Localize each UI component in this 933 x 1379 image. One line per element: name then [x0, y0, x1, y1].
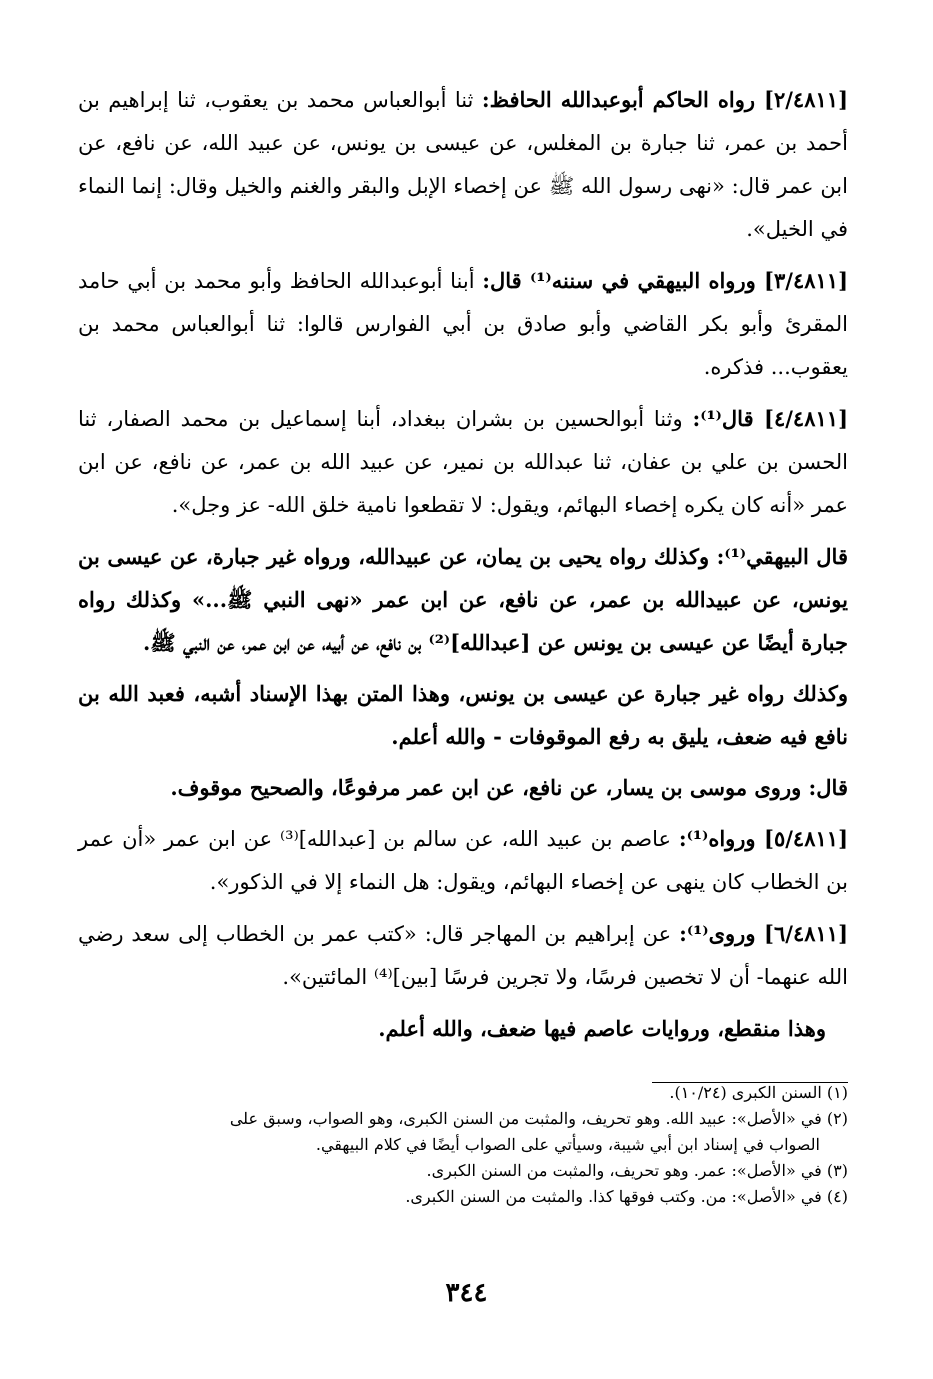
- commentary-paragraph: وكذلك رواه غير جبارة عن عيسى بن يونس، وهذا المتن بهذا الإسناد أشبه، فعبد الله بن نافع فيه ضعف، يليق به رفع الموقوفات - والله أعلم.: [78, 681, 848, 749]
- hadith-lead: [٥/٤٨١١] ورواه⁽¹⁾:: [678, 826, 848, 851]
- hadith-text: عن إبراهيم بن المهاجر قال: «كتب عمر بن الخطاب إلى سعد رضي الله عنهما- أن لا تخصين فرسًا، ولا تجرين فرسًا [بين]⁽⁴⁾ المائتين».: [78, 922, 848, 989]
- hadith-text: ثنا أبوالعباس محمد بن يعقوب، ثنا إبراهيم بن أحمد بن عمر، ثنا جبارة بن المغلس، عن عيسى بن يونس، عن عبيد الله، عن نافع، عن ابن عمر قال: «نهى رسول الله ﷺ عن إخصاء الإبل والبقر والغنم والخيل وقال: إنما النماء في الخيل».: [78, 88, 848, 241]
- hadith-lead: [٢/٤٨١١] رواه الحاكم أبوعبدالله الحافظ:: [481, 87, 848, 112]
- hadith-text: أبنا أبوعبدالله الحافظ وأبو محمد بن أبي حامد المقرئ وأبو بكر القاضي وأبو صادق بن أبي الفوارس قالوا: ثنا أبوالعباس محمد بن يعقوب... فذكره.: [78, 269, 848, 379]
- hadith-5-4811: [78, 817, 848, 904]
- hadith-text: وثنا أبوالحسين بن بشران ببغداد، أبنا إسماعيل بن محمد الصفار، ثنا الحسن بن علي بن عفان، ثنا عبدالله بن نمير، عن عبيد الله بن عمر، عن نافع، عن ابن عمر «أنه كان يكره إخصاء البهائم، ويقول: لا تقطعوا نامية خلق الله- عز وجل».: [78, 407, 848, 517]
- hadith-3-4811: [78, 259, 848, 389]
- hadith-6-4811: [78, 912, 848, 999]
- hadith-text: عاصم بن عبيد الله، عن سالم بن [عبدالله]⁽³⁾ عن ابن عمر «أن عمر بن الخطاب كان ينهى عن إخصاء البهائم، ويقول: هل النماء إلا في الذكور».: [78, 827, 848, 894]
- footnote-1: (١) السنن الكبرى (١٠/٢٤).: [669, 1083, 848, 1102]
- hadith-lead: [٣/٤٨١١] ورواه البيهقي في سننه⁽¹⁾ قال:: [482, 268, 849, 293]
- hadith-lead: [٦/٤٨١١] وروى⁽¹⁾:: [679, 921, 849, 946]
- bayhaqi-commentary: قال البيهقي⁽¹⁾: وكذلك رواه يحيى بن يمان، عن عبيدالله، ورواه غير جبارة، عن عيسى بن يونس، عن عبيدالله بن عمر، عن نافع، عن ابن عمر «نهى النبي ﷺ...» وكذلك رواه جبارة أيضًا عن عيسى بن يونس عن [عبدالله]⁽²⁾ بن نافع، عن أبيه، عن ابن عمر، عن النبي ﷺ.: [78, 544, 848, 655]
- footnote-2: (٢) في «الأصل»: عبيد الله. وهو تحريف، والمثبت من السنن الكبرى، وهو الصواب، وسبق على: [229, 1109, 848, 1128]
- footnotes: [78, 1080, 848, 1210]
- footnote-2-continuation: الصواب في إسناد ابن أبي شيبة، وسيأتي على الصواب أيضًا في كلام البيهقي.: [315, 1135, 820, 1154]
- main-text: [78, 78, 848, 1058]
- commentary-paragraph: قال: وروى موسى بن يسار، عن نافع، عن ابن عمر مرفوعًا، والصحيح موقوف.: [170, 775, 848, 800]
- closing-remark: وهذا منقطع، وروايات عاصم فيها ضعف، والله أعلم.: [378, 1016, 826, 1041]
- hadith-2-4811: [78, 78, 848, 251]
- hadith-4-4811: [78, 397, 848, 527]
- footnote-4: (٤) في «الأصل»: من. وكتب فوقها كذا. والمثبت من السنن الكبرى.: [405, 1187, 848, 1206]
- footnote-3: (٣) في «الأصل»: عمر. وهو تحريف، والمثبت من السنن الكبرى.: [426, 1161, 848, 1180]
- page-number: ٣٤٤: [445, 1278, 488, 1308]
- hadith-lead: [٤/٤٨١١] قال⁽¹⁾:: [692, 406, 848, 431]
